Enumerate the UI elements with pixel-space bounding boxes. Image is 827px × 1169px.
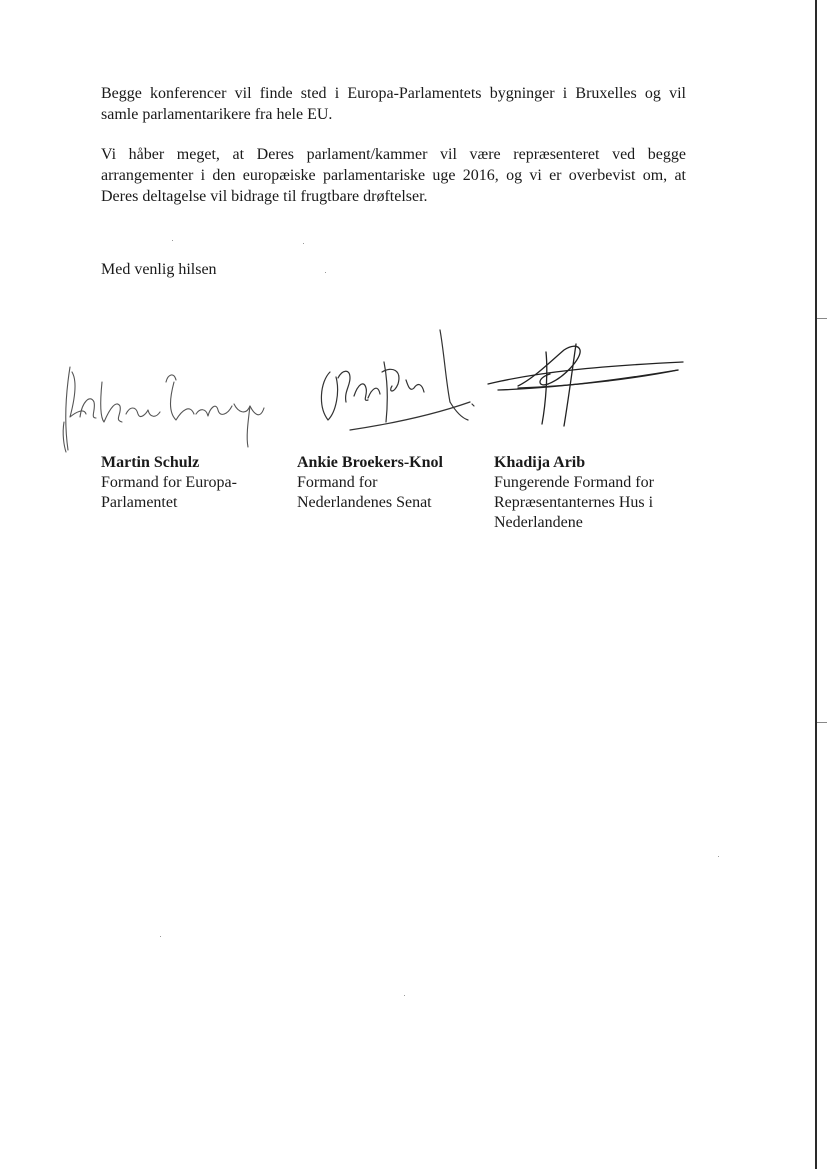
signatory-role-line: Repræsentanternes Hus i [494, 494, 654, 511]
signatory-role-line: Nederlandene [494, 514, 583, 531]
signatory-role-line: Parlamentet [101, 494, 178, 511]
paragraph-line: Deres deltagelse vil bidrage til frugtbare drøftelser. [101, 188, 428, 205]
paragraph-line: Vi håber meget, at Deres parlament/kammer vil være repræsenteret ved begge [101, 146, 686, 163]
scan-border-line [815, 0, 817, 1169]
paragraph-1 [101, 83, 686, 125]
signatory-name: Khadija Arib [494, 454, 586, 471]
signature-broekers-knol [310, 322, 485, 442]
signatory-arib [494, 453, 684, 533]
scan-speck [325, 272, 326, 273]
signatory-name: Martin Schulz [101, 454, 200, 471]
signatory-name: Ankie Broekers-Knol [297, 454, 443, 471]
signatory-role-line: Fungerende Formand for [494, 474, 654, 491]
closing-salutation: Med venlig hilsen [101, 261, 217, 278]
signatory-role-line: Formand for [297, 474, 378, 491]
paragraph-line: samle parlamentarikere fra hele EU. [101, 106, 333, 123]
scan-speck [172, 240, 173, 241]
scan-tick-mark [817, 318, 827, 319]
paragraph-line: arrangementer i den europæiske parlamentariske uge 2016, og vi er overbevist om, at [101, 167, 686, 184]
scan-speck [303, 243, 304, 244]
signatory-role-line: Nederlandenes Senat [297, 494, 432, 511]
paragraph-line: Begge konferencer vil finde sted i Europa-Parlamentets bygninger i Bruxelles og vil [101, 85, 686, 102]
paragraph-2 [101, 144, 686, 207]
scan-speck [160, 936, 161, 937]
scan-speck [404, 995, 405, 996]
signature-schulz [50, 322, 280, 472]
scan-tick-mark [817, 722, 827, 723]
signatory-broekers-knol [297, 453, 487, 513]
signatory-role-line: Formand for Europa- [101, 474, 237, 491]
signatory-schulz [101, 453, 291, 513]
scan-speck [718, 856, 719, 857]
signature-arib [478, 322, 688, 432]
